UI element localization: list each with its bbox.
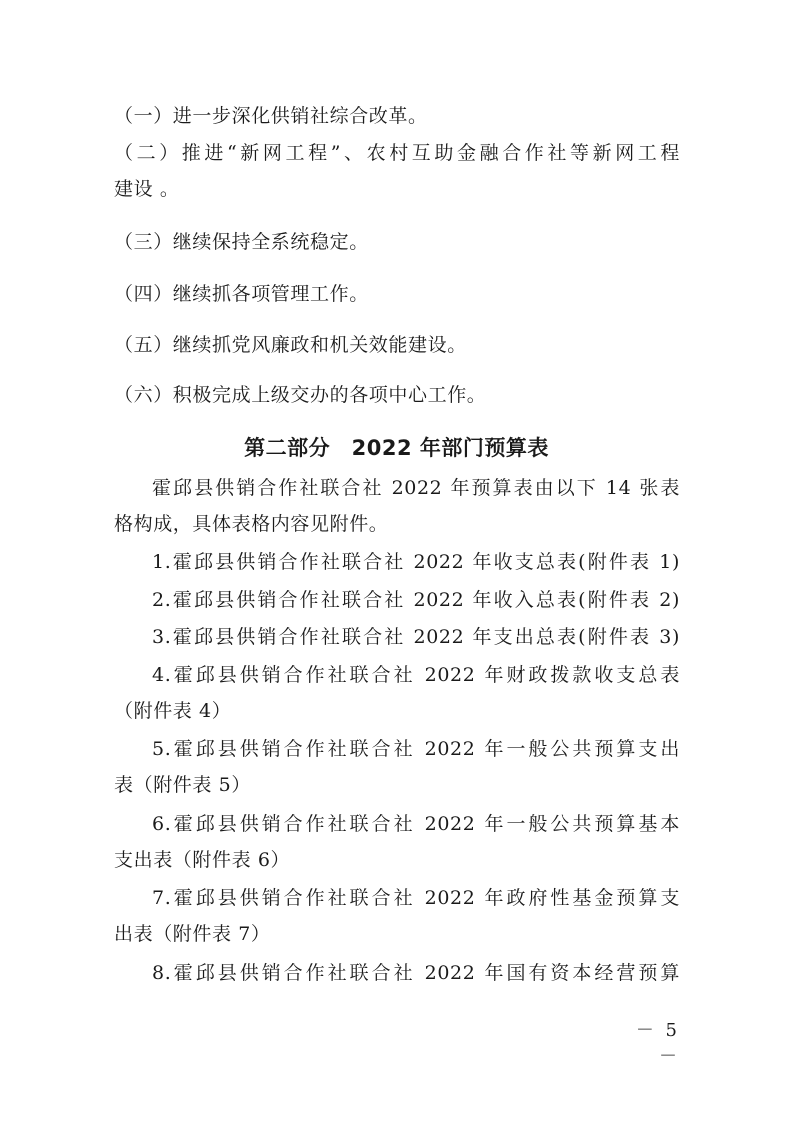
table-list-item-6-continued: 支出表（附件表 6） [114, 849, 291, 871]
table-list-item-5: 5.霍邱县供销合作社联合社 2022 年一般公共预算支出 [152, 738, 680, 760]
table-list-item-2: 2.霍邱县供销合作社联合社 2022 年收入总表(附件表 2) [152, 589, 680, 611]
table-list-item-4-continued: （附件表 4） [114, 700, 232, 722]
measure-item-3: （三）继续保持全系统稳定。 [114, 231, 369, 253]
table-list-item-5-continued: 表（附件表 5） [114, 774, 251, 796]
measure-item-2: （二）推进“新网工程”、农村互助金融合作社等新网工程 [114, 142, 680, 164]
section-title: 第二部分 2022 年部门预算表 [244, 436, 549, 460]
page-number: － 5 － [635, 1020, 680, 1067]
table-list-item-4: 4.霍邱县供销合作社联合社 2022 年财政拨款收支总表 [152, 664, 680, 686]
measure-item-4: （四）继续抓各项管理工作。 [114, 283, 369, 305]
measure-item-5: （五）继续抓党风廉政和机关效能建设。 [114, 334, 467, 356]
measure-item-6: （六）积极完成上级交办的各项中心工作。 [114, 384, 487, 406]
table-list-item-7-continued: 出表（附件表 7） [114, 923, 271, 945]
table-list-item-3: 3.霍邱县供销合作社联合社 2022 年支出总表(附件表 3) [152, 626, 680, 648]
table-list-item-7: 7.霍邱县供销合作社联合社 2022 年政府性基金预算支 [152, 887, 680, 909]
table-list-item-1: 1.霍邱县供销合作社联合社 2022 年收支总表(附件表 1) [152, 551, 680, 573]
table-list-item-6: 6.霍邱县供销合作社联合社 2022 年一般公共预算基本 [152, 813, 680, 835]
intro-line-2: 格构成，具体表格内容见附件。 [114, 513, 389, 535]
measure-item-2-continued: 建设 。 [114, 178, 180, 200]
intro-line-1: 霍邱县供销合作社联合社 2022 年预算表由以下 14 张表 [152, 477, 680, 499]
table-list-item-8: 8.霍邱县供销合作社联合社 2022 年国有资本经营预算 [152, 962, 680, 984]
measure-item-1: （一）进一步深化供销社综合改革。 [114, 105, 428, 127]
